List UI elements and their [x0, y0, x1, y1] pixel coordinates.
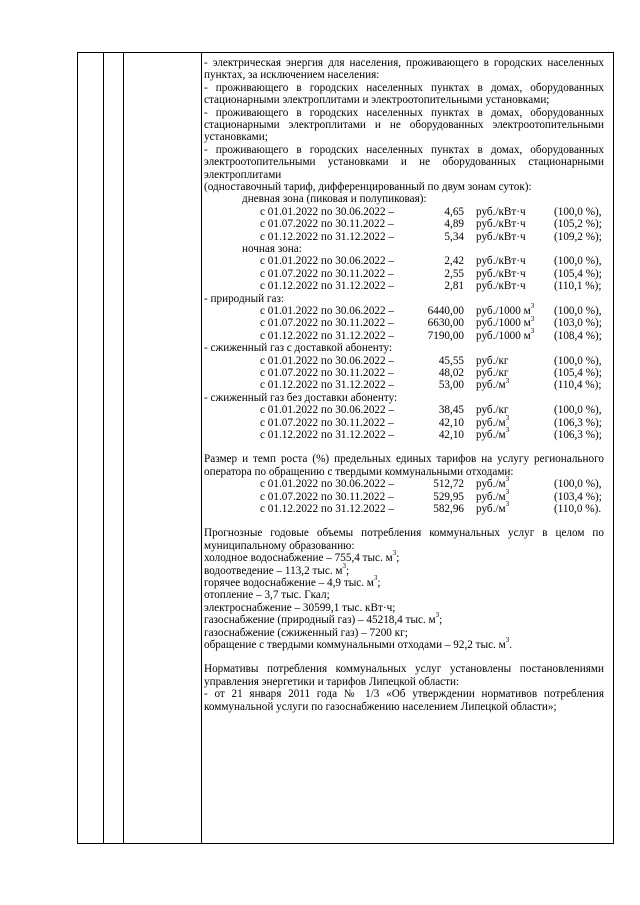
- document-cell: [204, 57, 604, 713]
- volume-line: горячее водоснабжение – 4,9 тыс. $м^3$;: [204, 574, 381, 589]
- tariff-row: [204, 475, 604, 491]
- value: 4,89: [444, 218, 464, 231]
- percent: (100,0 %),: [554, 478, 602, 491]
- unit: руб./кг: [476, 367, 509, 379]
- volume-line: водоотведение – 113,2 тыс. $м^3$;: [204, 561, 350, 577]
- unit: $руб./м^3$: [476, 413, 510, 429]
- period: с 01.07.2022 по 30.11.2022 –: [260, 218, 394, 231]
- tariff-row: [204, 367, 604, 379]
- unit: руб./кВт·ч: [476, 218, 526, 231]
- value: 512,72: [433, 478, 464, 491]
- value: 45,55: [438, 354, 464, 367]
- column-divider: [103, 53, 104, 843]
- period: с 01.07.2022 по 30.11.2022 –: [260, 367, 394, 379]
- unit: руб./кВт·ч: [476, 267, 526, 280]
- tariff-row: [204, 355, 604, 367]
- percent: (105,4 %);: [554, 267, 602, 280]
- unit: руб./1000 $м^3$: [476, 302, 535, 318]
- tariff-row: [204, 255, 604, 267]
- volume-line: газоснабжение (природный газ) – 45218,4 тыс. $м^3$;: [204, 611, 443, 627]
- percent: (103,0 %);: [554, 317, 602, 330]
- value: 7190,00: [427, 329, 464, 342]
- period: с 01.12.2022 по 31.12.2022 –: [260, 428, 395, 441]
- value: 48,02: [438, 367, 464, 379]
- unit: $руб./м^3$: [476, 426, 510, 441]
- percent: (110,1 %);: [554, 280, 602, 293]
- night-zone-label: ночная зона:: [242, 243, 302, 256]
- percent: (100,0 %),: [554, 255, 602, 268]
- period: с 01.01.2022 по 30.06.2022 –: [260, 255, 395, 268]
- unit: руб./кВт·ч: [476, 255, 526, 268]
- waste-tariff-text: Размер и темп роста (%) предельных единых тарифов на услугу регионального оператора по обращению с твердыми коммунальными отходами:: [204, 453, 604, 478]
- period: с 01.07.2022 по 30.11.2022 –: [260, 267, 394, 280]
- volume-line: электроснабжение – 30599,1 тыс. кВт·ч;: [204, 601, 396, 614]
- period: с 01.01.2022 по 30.06.2022 –: [260, 354, 395, 367]
- value: 53,00: [438, 379, 464, 392]
- tariff-row: [204, 302, 604, 318]
- unit: руб./1000 $м^3$: [476, 327, 535, 342]
- volume-line: холодное водоснабжение – 755,4 тыс. $м^3$;: [204, 549, 400, 565]
- tariff-row: [204, 268, 604, 280]
- period: с 01.12.2022 по 31.12.2022 –: [260, 379, 395, 392]
- column-divider: [123, 53, 124, 843]
- period: с 01.07.2022 по 30.11.2022 –: [260, 416, 394, 429]
- period: с 01.01.2022 по 30.06.2022 –: [260, 404, 395, 417]
- percent: (105,2 %);: [554, 218, 602, 231]
- period: с 01.12.2022 по 31.12.2022 –: [260, 280, 395, 293]
- tariff-row: [204, 413, 604, 429]
- volume-line: газоснабжение (сжиженный газ) – 7200 кг;: [204, 626, 408, 639]
- unit: $руб./м^3$: [476, 487, 510, 503]
- period: с 01.12.2022 по 31.12.2022 –: [260, 230, 395, 243]
- percent: (109,2 %);: [554, 230, 602, 243]
- value: 2,42: [444, 255, 464, 268]
- percent: (106,3 %);: [554, 416, 602, 429]
- value: 42,10: [438, 416, 464, 429]
- column-divider: [201, 53, 202, 843]
- tariff-row: [204, 426, 604, 441]
- percent: (110,4 %);: [554, 379, 602, 392]
- period: с 01.01.2022 по 30.06.2022 –: [260, 205, 395, 218]
- tariff-row: [204, 404, 604, 416]
- electricity-intro-1: - электрическая энергия для населения, проживающего в городских населенных пунктах, за исключением населения:: [204, 57, 604, 82]
- tariff-row: [204, 500, 604, 515]
- volumes-intro: Прогнозные годовые объемы потребления коммунальных услуг в целом по муниципальному образованию:: [204, 527, 604, 552]
- value: 38,45: [438, 404, 464, 417]
- unit: руб./кг: [476, 354, 509, 367]
- value: 4,65: [444, 205, 464, 218]
- value: 6630,00: [427, 317, 464, 330]
- value: 42,10: [438, 428, 464, 441]
- period: с 01.01.2022 по 30.06.2022 –: [260, 305, 395, 318]
- lpg-no-delivery-label: - сжиженный газ без доставки абоненту:: [204, 391, 398, 404]
- percent: (100,0 %),: [554, 305, 602, 318]
- norms-item: - от 21 января 2011 года № 1/3 «Об утверждении нормативов потребления коммунальной услуги по газоснабжению населением Липецкой области»;: [204, 688, 604, 713]
- tariff-note: (одноставочный тариф, дифференцированный по двум зонам суток):: [204, 181, 532, 194]
- period: с 01.07.2022 по 30.11.2022 –: [260, 490, 394, 503]
- unit: руб./кг: [476, 404, 509, 417]
- tariff-row: [204, 206, 604, 218]
- percent: (100,0 %),: [554, 354, 602, 367]
- unit: руб./1000 $м^3$: [476, 314, 535, 330]
- value: 6440,00: [427, 305, 464, 318]
- percent: (105,4 %);: [554, 367, 602, 379]
- unit: $руб./м^3$: [476, 500, 510, 515]
- period: с 01.07.2022 по 30.11.2022 –: [260, 317, 394, 330]
- percent: (108,4 %);: [554, 329, 602, 342]
- value: 5,34: [444, 230, 464, 243]
- period: с 01.01.2022 по 30.06.2022 –: [260, 478, 395, 491]
- unit: руб./кВт·ч: [476, 205, 526, 218]
- electricity-intro-3: - проживающего в городских населенных пунктах в домах, оборудованных стационарными электроплитами и не оборудованных электроотопительными установками;: [204, 106, 604, 144]
- volume-line: отопление – 3,7 тыс. Гкал;: [204, 589, 330, 602]
- value: 529,95: [433, 490, 464, 503]
- value: 582,96: [433, 502, 464, 515]
- unit: $руб./м^3$: [476, 475, 510, 491]
- percent: (110,0 %).: [554, 502, 602, 515]
- unit: руб./кВт·ч: [476, 230, 526, 243]
- tariff-row: [204, 314, 604, 330]
- unit: руб./кВт·ч: [476, 280, 526, 293]
- tariff-row: [204, 218, 604, 230]
- electricity-intro-4: - проживающего в городских населенных пунктах в домах, оборудованных электроотопительными установками и не оборудованных стационарными электроплитами: [204, 143, 604, 181]
- day-zone-label: дневная зона (пиковая и полупиковая):: [242, 193, 427, 206]
- volume-line: обращение с твердыми коммунальными отходами – 92,2 тыс. $м^3$.: [204, 636, 513, 651]
- tariff-row: [204, 231, 604, 243]
- percent: (103,4 %);: [554, 490, 602, 503]
- lpg-delivery-label: - сжиженный газ с доставкой абоненту:: [204, 342, 393, 355]
- period: с 01.12.2022 по 31.12.2022 –: [260, 502, 395, 515]
- percent: (100,0 %),: [554, 205, 602, 218]
- gas-label: - природный газ:: [204, 292, 285, 305]
- tariff-row: [204, 280, 604, 292]
- percent: (106,3 %);: [554, 428, 602, 441]
- unit: $руб./м^3$: [476, 376, 510, 392]
- electricity-intro-2: - проживающего в городских населенных пунктах в домах, оборудованных стационарными электроплитами и электроотопительными установками;: [204, 81, 604, 107]
- percent: (100,0 %),: [554, 404, 602, 417]
- value: 2,55: [444, 267, 464, 280]
- period: с 01.12.2022 по 31.12.2022 –: [260, 329, 395, 342]
- value: 2,81: [444, 280, 464, 293]
- tariff-row: [204, 376, 604, 392]
- tariff-row: [204, 487, 604, 503]
- tariff-row: [204, 327, 604, 342]
- norms-text: Нормативы потребления коммунальных услуг установлены постановлениями управления энергетики и тарифов Липецкой области:: [204, 663, 604, 688]
